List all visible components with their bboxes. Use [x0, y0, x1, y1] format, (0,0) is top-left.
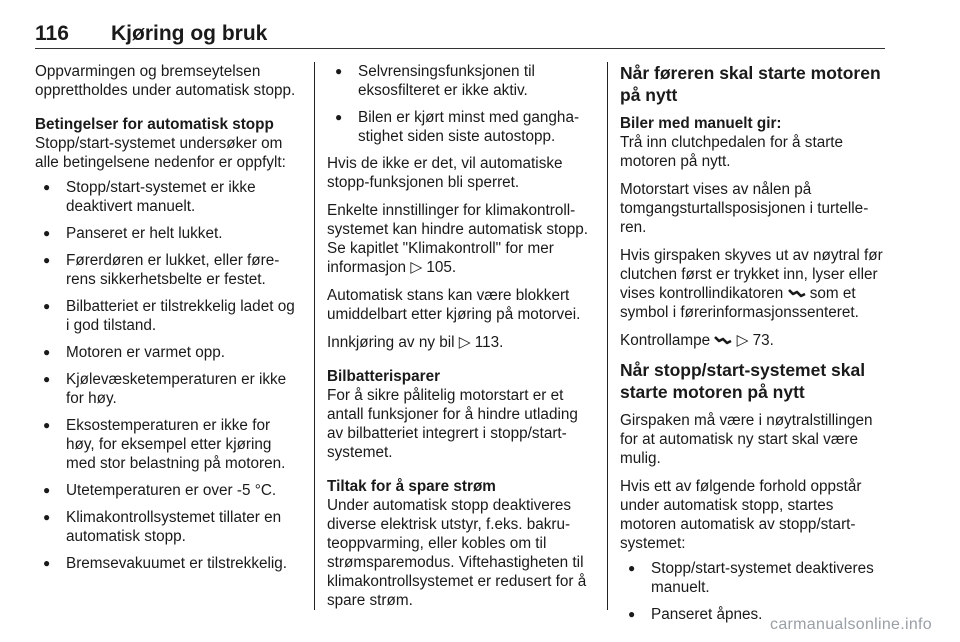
paragraph: Hvis ett av følgende forhold oppstår under automatisk stopp, startes motoren automatisk av stopp/start-systemet:: [620, 478, 862, 552]
column-2: [327, 62, 593, 619]
page-reference[interactable]: 105.: [426, 259, 457, 276]
conditions-list: [35, 178, 301, 573]
restart-conditions-list: [620, 559, 888, 624]
list-item: ● Bilen er kjørt minst med ganghastighet siden siste autostopp.: [335, 108, 593, 146]
paragraph-text: Enkelte innstillinger for klimakontroll-systemet kan hindre automatisk stopp. Se kapitlet "Klimakontroll" for mer informasjon: [327, 202, 589, 276]
paragraph: Hvis de ikke er det, vil automatiske stopp-funksjonen bli sperret.: [327, 155, 563, 191]
paragraph-text: som et symbol i førerinformasjonssenteret.: [620, 285, 859, 321]
column-3: [620, 62, 888, 632]
list-item: ● Panseret åpnes.: [628, 605, 888, 624]
list-item: ● Førerdøren er lukket, eller førerens sikkerhetsbelte er festet.: [43, 251, 301, 289]
conditions-text: Stopp/start-systemet undersøker om alle betingelsene nedenfor er oppfylt:: [35, 135, 286, 171]
paragraph: [620, 331, 888, 350]
power-saving-text: Under automatisk stopp deaktiveres diverse elektrisk utstyr, f.eks. bakruteoppvarming, eller kobles om til strømsparemodus. Viftehastigheten til klimakontrollsystemet er redusert for å spare strøm.: [327, 497, 587, 609]
page-reference[interactable]: 113.: [474, 334, 504, 351]
manual-gear-text: Trå inn clutchpedalen for å starte motoren på nytt.: [620, 134, 844, 170]
page-reference-arrow-icon: ▷: [410, 259, 423, 276]
intro-paragraph: Oppvarmingen og bremseytelsen opprettholdes under automatisk stopp.: [35, 63, 296, 99]
paragraph-text: Innkjøring av ny bil: [327, 334, 455, 351]
battery-saver-heading: Bilbatterisparer: [327, 368, 441, 385]
conditions-list-continued: [327, 62, 593, 146]
list-item: ● Klimakontrollsystemet tillater en automatisk stopp.: [43, 508, 301, 546]
stop-start-indicator-icon: [788, 287, 806, 299]
manual-gear-heading: Biler med manuelt gir:: [620, 115, 782, 132]
paragraph: Girspaken må være i nøytralstillingen for at automatisk ny start skal være mulig.: [620, 412, 873, 467]
power-saving-heading: Tiltak for å spare strøm: [327, 478, 496, 495]
list-item: ● Stopp/start-systemet deaktiveres manuelt.: [628, 559, 888, 597]
paragraph-text: Kontrollampe: [620, 332, 711, 349]
list-item: ● Selvrensingsfunksjonen til eksosfilteret er ikke aktiv.: [335, 62, 593, 100]
paragraph-text: Hvis girspaken skyves ut av nøytral før clutchen først er trykket inn, lyser eller vises kontrollindikatoren: [620, 247, 883, 302]
conditions-heading: Betingelser for automatisk stopp: [35, 116, 274, 133]
column-divider: [607, 62, 608, 610]
column-1: [35, 62, 301, 581]
paragraph: [327, 333, 593, 352]
chapter-title: Kjøring og bruk: [111, 22, 268, 45]
list-item: ● Stopp/start-systemet er ikke deaktivert manuelt.: [43, 178, 301, 216]
list-item: ● Panseret er helt lukket.: [43, 224, 301, 243]
paragraph: Automatisk stans kan være blokkert umiddelbart etter kjøring på motorvei.: [327, 287, 581, 323]
paragraph: Motorstart vises av nålen på tomgangsturtallsposisjonen i turtelleren.: [620, 181, 869, 236]
page-reference-arrow-icon: ▷: [736, 332, 749, 349]
list-item: ● Utetemperaturen er over -5 °C.: [43, 481, 301, 500]
list-item: ● Bremsevakuumet er tilstrekkelig.: [43, 554, 301, 573]
page-reference-arrow-icon: ▷: [458, 334, 471, 351]
list-item: ● Bilbatteriet er tilstrekkelig ladet og i god tilstand.: [43, 297, 301, 335]
list-item: ● Eksostemperaturen er ikke for høy, for eksempel etter kjøring med stor belastning på motoren.: [43, 416, 301, 473]
watermark: carmanualsonline.info: [770, 616, 932, 633]
page-reference[interactable]: 73.: [752, 332, 774, 349]
page-header: [35, 22, 885, 49]
paragraph: [327, 201, 593, 277]
paragraph: [620, 246, 888, 322]
stop-start-indicator-icon: [714, 334, 732, 346]
battery-saver-text: For å sikre pålitelig motorstart er et antall funksjoner for å hindre utlading av bilbatteriet integrert i stopp/start-systemet.: [327, 387, 578, 461]
column-divider: [314, 62, 315, 610]
list-item: ● Kjølevæsketemperaturen er ikke for høy.: [43, 370, 301, 408]
list-item: ● Motoren er varmet opp.: [43, 343, 301, 362]
section-heading: Når stopp/start-systemet skal starte motoren på nytt: [620, 360, 866, 402]
page-number: 116: [35, 22, 69, 45]
section-heading: Når føreren skal starte motoren på nytt: [620, 63, 881, 105]
